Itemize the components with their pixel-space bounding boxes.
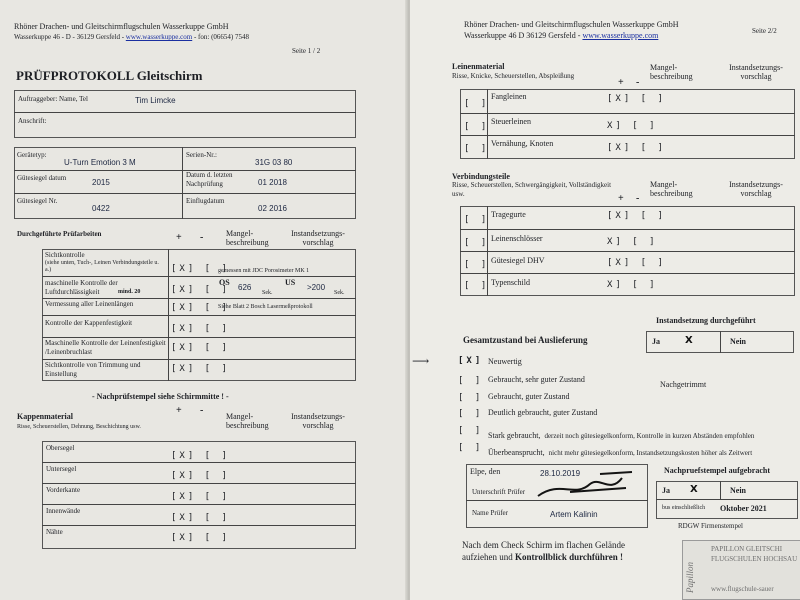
company-name-right: Rhöner Drachen- und Gleitschirmflugschulen Wasserkuppe GmbH bbox=[464, 20, 679, 29]
seal-no-label: Gütesiegel Nr. bbox=[17, 197, 58, 205]
plus-header: + bbox=[176, 232, 182, 243]
check-trim-checkbox[interactable]: [X] [ ] bbox=[171, 364, 230, 374]
canopy-defect-header: Mangel- beschreibung bbox=[226, 412, 269, 430]
website-link-right[interactable]: www.wasserkuppe.com bbox=[582, 31, 659, 40]
final-instruction-line2 bbox=[462, 552, 623, 562]
stamp-line1: PAPILLON GLEITSCHI bbox=[711, 545, 783, 553]
stamp-line2: FLUGSCHULEN HOCHSAU bbox=[711, 555, 798, 563]
check-porosity-label: maschinelle Kontrolle der Luftdurchlässigkeit bbox=[45, 279, 118, 296]
serial-value[interactable]: 31G 03 80 bbox=[255, 158, 293, 167]
check-porosity-min: mind. 20 bbox=[118, 289, 141, 295]
lines-defect-header: Mangel- beschreibung bbox=[650, 63, 693, 81]
os-value[interactable]: 626 bbox=[238, 283, 252, 292]
condition-box[interactable]: [ ] bbox=[458, 443, 484, 453]
check-lines-label: Vermessung aller Leinenlängen bbox=[45, 300, 134, 308]
canopy-item-checkbox[interactable]: [X] [ ] bbox=[171, 471, 230, 481]
check-line-strength-label: Maschinelle Kontrolle der Leinenfestigkeit /Leinenbruchlast bbox=[45, 339, 166, 356]
os-label: OS bbox=[219, 278, 230, 287]
lines-sub: Risse, Knicke, Scheuerstellen, Abspleißung bbox=[452, 72, 575, 80]
defect-header: Mangel- beschreibung bbox=[226, 229, 269, 247]
final-instruction-part-b: Kontrollblick durchführen ! bbox=[514, 552, 624, 562]
address-label: Anschrift: bbox=[18, 117, 47, 125]
inspector-value[interactable]: Artem Kalinin bbox=[550, 510, 598, 519]
condition-label bbox=[488, 442, 752, 460]
condition-box[interactable]: [ ] bbox=[458, 376, 484, 386]
conn-row-box: [ ] bbox=[464, 281, 490, 291]
check-lines-checkbox[interactable]: [X] [ ] bbox=[171, 303, 230, 313]
stamp-web: www.flugschule-sauer bbox=[711, 585, 774, 593]
condition-label-rest: nicht mehr gütesiegelkonform, Instandsetzungskosten höher als Zeitwert bbox=[548, 449, 753, 457]
lines-item-checkbox[interactable]: [X] [ ] bbox=[607, 143, 666, 153]
condition-label: Deutlich gebraucht, guter Zustand bbox=[488, 408, 598, 417]
canopy-minus-header: - bbox=[200, 405, 204, 416]
page-title: PRÜFPROTOKOLL Gleitschirm bbox=[16, 68, 203, 83]
company-address-right bbox=[464, 31, 658, 40]
condition-box[interactable]: [ ] bbox=[458, 426, 484, 436]
conn-item-label: Typenschild bbox=[491, 278, 530, 287]
condition-label-rest: derzeit noch gütesiegelkonform, Kontrolle in kurzen Abständen empfohlen bbox=[544, 432, 755, 440]
lines-item-label: Fangleinen bbox=[491, 92, 527, 101]
condition-box[interactable]: [X] bbox=[458, 356, 484, 366]
seal-no-value[interactable]: 0422 bbox=[92, 204, 110, 213]
valid-value[interactable]: Oktober 2021 bbox=[720, 504, 767, 513]
conn-repair-header: Instandsetzungs- vorschlag bbox=[729, 180, 783, 198]
repair-nein-label: Nein bbox=[730, 337, 746, 346]
condition-box[interactable]: [ ] bbox=[458, 409, 484, 419]
conn-row-box: [ ] bbox=[464, 260, 490, 270]
last-check-label: Datum d. letzten Nachprüfung bbox=[186, 171, 233, 188]
canopy-item-label: Nähte bbox=[46, 528, 63, 536]
address-text-right: Wasserkuppe 46 D 36129 Gersfeld - bbox=[464, 31, 581, 40]
flight-date-value[interactable]: 02 2016 bbox=[258, 204, 287, 213]
canopy-repair-header: Instandsetzungs- vorschlag bbox=[291, 412, 345, 430]
lines-item-checkbox[interactable]: X] [ ] bbox=[607, 121, 658, 131]
repair-done-header: Instandsetzung durchgeführt bbox=[656, 316, 756, 325]
check-lines-note: Siehe Blatt 2 Bosch Lasermeßprotokoll bbox=[218, 304, 313, 310]
check-visual-note: gemessen mit JDC Porosimeter MK 1 bbox=[218, 268, 310, 274]
phone-text: - fon: (06654) 7548 bbox=[193, 33, 249, 41]
last-check-value[interactable]: 01 2018 bbox=[258, 178, 287, 187]
canopy-item-checkbox[interactable]: [X] [ ] bbox=[171, 492, 230, 502]
serial-label: Serien-Nr.: bbox=[186, 151, 217, 159]
page-number-right: Seite 2/2 bbox=[752, 27, 777, 35]
check-visual-sub: (siehe unten, Tuch-, Leinen Verbindungsteile u. a.) bbox=[45, 260, 159, 273]
lines-row-box: [ ] bbox=[464, 99, 490, 109]
minus-header: - bbox=[200, 232, 204, 243]
device-type-label: Gerätetyp: bbox=[17, 151, 47, 159]
overall-header: Gesamtzustand bei Auslieferung bbox=[463, 335, 588, 345]
lines-row-box: [ ] bbox=[464, 144, 490, 154]
repair-ja-check[interactable]: X bbox=[685, 335, 693, 346]
place-date-value[interactable]: 28.10.2019 bbox=[540, 469, 581, 478]
condition-box[interactable]: [ ] bbox=[458, 393, 484, 403]
flight-date-label: Einflugdatum bbox=[186, 197, 225, 205]
check-canopy-strength-label: Kontrolle der Kappenfestigkeit bbox=[45, 319, 133, 327]
place-date-label: Elpe, den bbox=[470, 467, 501, 476]
canopy-item-label: Untersegel bbox=[46, 465, 77, 473]
us-label: US bbox=[285, 278, 296, 287]
conn-row-box: [ ] bbox=[464, 238, 490, 248]
conn-item-checkbox[interactable]: [X] [ ] bbox=[607, 258, 666, 268]
canopy-item-checkbox[interactable]: [X] [ ] bbox=[171, 533, 230, 543]
retrim-note: Nachgetrimmt bbox=[660, 380, 707, 389]
repair-header: Instandsetzungs- vorschlag bbox=[291, 229, 345, 247]
canopy-header: Kappenmaterial bbox=[17, 412, 73, 421]
website-link[interactable]: www.wasserkuppe.com bbox=[125, 33, 193, 41]
repair-ja-label: Ja bbox=[652, 337, 660, 346]
canopy-sub: Risse, Scheuerstellen, Dehnung, Beschichtung usw. bbox=[17, 424, 141, 430]
company-stamp bbox=[682, 540, 800, 600]
company-stamp-label: RDGW Firmenstempel bbox=[678, 522, 744, 530]
conn-item-checkbox[interactable]: X] [ ] bbox=[607, 237, 658, 247]
conn-header: Verbindungsteile bbox=[452, 172, 510, 181]
conn-item-checkbox[interactable]: [X] [ ] bbox=[607, 211, 666, 221]
check-visual-checkbox[interactable]: [X] [ ] bbox=[171, 264, 230, 274]
final-instruction-part-a: aufziehen und bbox=[462, 552, 513, 562]
seal-date-label: Gütesiegel datum bbox=[17, 174, 67, 182]
stamp-ja-check[interactable]: X bbox=[690, 484, 698, 495]
inspector-label: Name Prüfer bbox=[472, 509, 508, 517]
us-value[interactable]: >200 bbox=[307, 283, 326, 292]
canopy-item-label: Obersegel bbox=[46, 444, 75, 452]
canopy-item-label: Innenwände bbox=[46, 507, 81, 515]
conn-plus-header: + bbox=[618, 193, 624, 204]
stamp-nein-label: Nein bbox=[730, 486, 746, 495]
condition-label: Neuwertig bbox=[488, 357, 522, 366]
condition-label bbox=[488, 425, 754, 443]
lines-item-label: Steuerleinen bbox=[491, 117, 531, 126]
address-text: Wasserkuppe 46 - D - 36129 Gersfeld - bbox=[14, 33, 125, 41]
condition-label-main: Stark gebraucht, bbox=[488, 431, 541, 440]
stamp-ja-label: Ja bbox=[662, 486, 670, 495]
conn-sub: Risse, Scheuerstellen, Schwergängigkeit, Vollständigkeit usw. bbox=[452, 181, 612, 198]
valid-label: bus einschließlich bbox=[662, 505, 706, 511]
lines-minus-header: - bbox=[636, 77, 640, 88]
stamp-applied-box bbox=[656, 481, 798, 519]
conn-minus-header: - bbox=[636, 193, 640, 204]
seal-date-value[interactable]: 2015 bbox=[92, 178, 110, 187]
stamp-brand: Papillon bbox=[685, 562, 695, 593]
company-address bbox=[14, 33, 249, 41]
conn-item-label: Leinenschlösser bbox=[491, 234, 543, 243]
signature-drawing bbox=[530, 470, 640, 502]
lines-item-label: Vernähung, Knoten bbox=[491, 139, 554, 148]
canopy-item-checkbox[interactable]: [X] [ ] bbox=[171, 451, 230, 461]
stamp-notice: - Nachprüfstempel siehe Schirmmitte ! - bbox=[92, 392, 229, 401]
conn-item-label: Tragegurte bbox=[491, 210, 526, 219]
conn-item-label: Gütesiegel DHV bbox=[491, 256, 545, 265]
stamp-applied-header: Nachpruefstempel aufgebracht bbox=[664, 466, 770, 475]
check-line-strength-checkbox[interactable]: [X] [ ] bbox=[171, 343, 230, 353]
conn-item-checkbox[interactable]: X] [ ] bbox=[607, 280, 658, 290]
check-porosity-checkbox[interactable]: [X] [ ] bbox=[171, 285, 230, 295]
condition-label: Gebraucht, guter Zustand bbox=[488, 392, 570, 401]
lines-repair-header: Instandsetzungs- vorschlag bbox=[729, 63, 783, 81]
canopy-item-checkbox[interactable]: [X] [ ] bbox=[171, 513, 230, 523]
check-visual-label: Sichtkontrolle bbox=[45, 251, 85, 259]
check-canopy-strength-checkbox[interactable]: [X] [ ] bbox=[171, 324, 230, 334]
lines-header: Leinenmaterial bbox=[452, 62, 505, 71]
protocol-page-2 bbox=[410, 0, 800, 600]
lines-row-box: [ ] bbox=[464, 122, 490, 132]
final-instruction-line1: Nach dem Check Schirm im flachen Gelände bbox=[462, 540, 625, 550]
conn-row-box: [ ] bbox=[464, 215, 490, 225]
os-unit: Sek. bbox=[262, 290, 273, 296]
condition-label-main: Überbeansprucht, bbox=[488, 448, 545, 457]
device-type-value[interactable]: U-Turn Emotion 3 M bbox=[64, 158, 136, 167]
conn-defect-header: Mangel- beschreibung bbox=[650, 180, 693, 198]
canopy-plus-header: + bbox=[176, 405, 182, 416]
company-name: Rhöner Drachen- und Gleitschirmflugschulen Wasserkuppe GmbH bbox=[14, 22, 229, 31]
us-unit: Sek. bbox=[334, 290, 345, 296]
signature-label: Unterschrift Prüfer bbox=[472, 488, 526, 496]
arrow-icon: ⟶ bbox=[412, 354, 430, 368]
client-label: Auftraggeber: Name, Tel bbox=[18, 95, 88, 103]
page-number: Seite 1 / 2 bbox=[292, 47, 321, 55]
client-name-value[interactable]: Tim Limcke bbox=[135, 96, 176, 105]
lines-plus-header: + bbox=[618, 77, 624, 88]
condition-label: Gebraucht, sehr guter Zustand bbox=[488, 375, 585, 384]
checks-header: Durchgeführte Prüfarbeiten bbox=[17, 230, 102, 238]
lines-item-checkbox[interactable]: [X] [ ] bbox=[607, 94, 666, 104]
check-trim-label: Sichtkontrolle von Trimmung und Einstellung bbox=[45, 361, 141, 378]
canopy-item-label: Vorderkante bbox=[46, 486, 81, 494]
